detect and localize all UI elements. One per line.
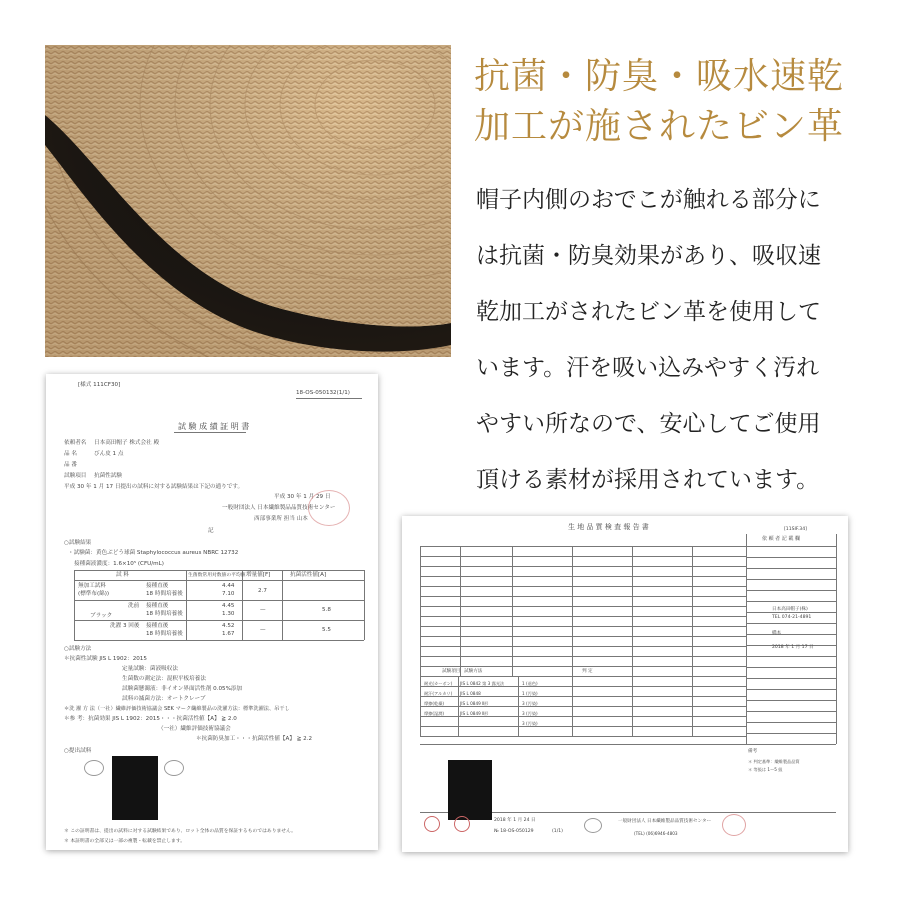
report-title: 生 地 品 質 検 査 報 告 書: [568, 523, 649, 531]
table-cell: 5.8: [322, 607, 331, 613]
client-label: 依頼者名: [64, 440, 87, 446]
grid-line: [746, 634, 836, 635]
office-name: 西部事業所 担当 山本: [254, 516, 308, 522]
grid-line: [746, 711, 836, 712]
grid-line: [420, 636, 746, 637]
footnote: ＊ この証明書は、提出の試料に対する試験結果であり、ロット全体の品質を保証するものではありません。: [64, 829, 296, 834]
antibacterial-test-certificate: [46, 374, 378, 850]
method-line: ＊抗菌性試験 JIS L 1902：2015: [64, 656, 147, 662]
submitted-sample-swatch: [112, 756, 158, 820]
grid-line: [420, 676, 421, 736]
grid-line: [420, 726, 746, 727]
test-method: JIS L 0848: [460, 691, 481, 696]
form-number: [11SIF.34]: [784, 527, 807, 532]
certification-logo: [84, 760, 104, 776]
official-seal: [722, 814, 746, 836]
table-cell: 18 時間培養後: [146, 591, 183, 597]
grid-line: [420, 566, 746, 567]
table-cell: ブラック: [90, 613, 113, 619]
column-header: 抗菌活性値[A]: [290, 572, 327, 578]
table-cell: 5.5: [322, 627, 331, 633]
organization-phone: (TEL) (06)6946-4803: [634, 831, 678, 836]
method-line: （一社）繊維評価技術協議会: [158, 726, 231, 732]
issue-date: 平成 30 年 1 月 29 日: [274, 494, 331, 500]
description-line: 乾加工がされたビン革を使用して: [476, 299, 821, 325]
reference-number: 18-OS-050132(1/1): [296, 390, 350, 396]
grid-line: [420, 616, 746, 617]
method-line: ＊洗 濯 方 法（一社）繊維評価技術協議会 SEK マーク繊維製品の洗濯方法：標準洗濯法、吊干し: [64, 706, 290, 712]
grid-line: [460, 546, 461, 676]
grid-line: [746, 689, 836, 690]
contact-name: 橋本: [772, 631, 782, 636]
headline-line-1: 抗菌・防臭・吸水速乾: [474, 56, 845, 97]
method-line: 生菌数の測定法：混釈平板培養法: [122, 676, 206, 682]
fabric-quality-report: [402, 516, 848, 852]
table-cell: 4.52: [222, 623, 235, 629]
side-panel-title: 依 頼 者 記 載 欄: [762, 536, 800, 542]
inoculum-concentration: 接種菌液濃度：1.6×10⁵ (CFU/mL): [74, 561, 164, 567]
grid-line: [746, 623, 836, 624]
table-cell: 2.7: [258, 588, 267, 594]
client-name: 日本高田帽子 株式会社 殿: [94, 440, 160, 446]
test-bacteria: ・試験菌：黄色ぶどう球菌 Staphylococcus aureus NBRC 12732: [68, 550, 239, 556]
grid-line: [420, 576, 746, 577]
hat-sweatband-photo: [45, 45, 451, 357]
table-cell: 18 時間培養後: [146, 611, 183, 617]
issuing-organization: 一般財団法人 日本繊維製品品質技術センター: [222, 505, 336, 511]
issuing-organization: 一般財団法人 日本繊維製品品質技術センター: [618, 819, 712, 824]
straw-hat-sweatband-photo: [45, 45, 451, 357]
grid-line: [420, 666, 746, 667]
headline: [474, 52, 874, 152]
description-line: は抗菌・防臭効果があり、吸収速: [476, 243, 821, 269]
test-label: 試験項目: [64, 473, 87, 479]
test-result: 3 (汚染): [522, 711, 538, 716]
table-cell: 18 時間培養後: [146, 631, 183, 637]
client-phone: TEL 074-21-4891: [772, 615, 812, 620]
grid-line: [420, 656, 746, 657]
table-cell: 1.67: [222, 631, 235, 637]
item-label: 品 名: [64, 451, 77, 457]
certification-logo: [164, 760, 184, 776]
grid-line: [572, 546, 573, 676]
grid-line: [420, 546, 746, 547]
table-cell: 接種直後: [146, 603, 169, 609]
grid-line: [746, 546, 836, 547]
table-cell: 接種直後: [146, 623, 169, 629]
footnote: ＊ 本証明書の全部又は一部の複製・転載を禁止します。: [64, 839, 186, 844]
grid-line: [746, 568, 836, 569]
grid-line: [420, 596, 746, 597]
description-line: 頂ける素材が採用されています。: [476, 467, 820, 493]
form-number: [様式 111CF30]: [78, 382, 121, 388]
test-result: 3 (汚染): [522, 721, 538, 726]
grid-line: [746, 700, 836, 701]
description-line: やすい所なので、安心してご使用: [476, 411, 821, 437]
table-cell: 接種直後: [146, 583, 169, 589]
results-title: ○試験結果: [64, 540, 92, 546]
table-cell: 無加工試料: [78, 583, 106, 589]
grid-line: [746, 579, 836, 580]
grid-line: [512, 546, 513, 676]
intro-text: 平成 30 年 1 月 17 日提出の試料に対する試験結果は下記の通りです。: [64, 484, 244, 490]
table-cell: 1.30: [222, 611, 235, 617]
grid-line: [420, 626, 746, 627]
grid-line: [746, 590, 836, 591]
test-method: JIS L 0849 Ⅱ形: [460, 701, 489, 706]
headline-line-2: 加工が施されたビン革: [474, 106, 845, 147]
test-item: 耐汗(アルカリ): [424, 691, 453, 696]
method-line: ＊参 考：抗菌効果 JIS L 1902：2015・・・抗菌活性値【A】 ≧ 2.0: [64, 716, 237, 722]
grid-line: [420, 736, 746, 737]
column-header: 試 料: [116, 572, 129, 578]
column-header: 増量値[F]: [246, 572, 271, 578]
table-cell: 洗濯 3 回後: [110, 623, 140, 629]
table-cell: —: [260, 627, 266, 633]
test-result: 1 (退色): [522, 681, 538, 686]
column-header: 生菌数常用対数値の平均値: [188, 573, 246, 578]
test-item: 摩擦(湿潤): [424, 711, 445, 716]
report-date: 2018 年 1 月 24 日: [494, 818, 536, 823]
remarks-title: 備考: [748, 749, 758, 754]
report-number: № 18-OS-050129: [494, 829, 534, 834]
remarks-line: ＊ 等級は 1～5 級: [748, 767, 783, 772]
test-result: 3 (汚染): [522, 701, 538, 706]
certificate-title: 試 験 成 績 証 明 書: [178, 422, 250, 431]
grid-line: [692, 546, 693, 676]
table-cell: 4.45: [222, 603, 235, 609]
table-cell: 7.10: [222, 591, 235, 597]
remarks-line: ＊ 判定基準：繊維製品品質: [748, 759, 800, 764]
method-line: 定量試験：菌液吸収法: [122, 666, 178, 672]
grid-line: [420, 646, 746, 647]
table-cell: 4.44: [222, 583, 235, 589]
grid-line: [420, 586, 746, 587]
test-method: JIS L 0849 Ⅱ形: [460, 711, 489, 716]
inspector-seal: [454, 816, 470, 832]
sample-title: ○提出試料: [64, 748, 92, 754]
grid-line: [572, 676, 573, 736]
column-header: 判 定: [582, 669, 593, 674]
grid-line: [458, 676, 459, 736]
official-seal: [308, 490, 350, 526]
column-header: 試験項目: [442, 669, 461, 674]
inspector-seal: [424, 816, 440, 832]
table-cell: (標準布(綿)): [78, 591, 110, 597]
table-cell: —: [260, 607, 266, 613]
grid-line: [420, 676, 746, 677]
page-number: (1/1): [552, 829, 563, 834]
method-title: ○試験方法: [64, 646, 92, 652]
test-name: 抗菌性試験: [94, 473, 122, 479]
description: [476, 172, 876, 508]
grid-line: [420, 744, 836, 745]
grid-line: [746, 733, 836, 734]
item-name: びん皮 1 点: [94, 451, 124, 457]
grid-line: [746, 601, 836, 602]
submitted-sample-swatch: [448, 760, 492, 820]
method-line: ＊抗菌防臭加工・・・抗菌活性値【A】 ≧ 2.2: [196, 736, 313, 742]
table-cell: 洗前: [128, 603, 140, 609]
certification-logo: [584, 818, 602, 833]
grid-line: [632, 676, 633, 736]
code-label: 品 番: [64, 462, 77, 468]
method-line: 試料の滅菌方法：オートクレーブ: [122, 696, 206, 702]
grid-line: [746, 678, 836, 679]
grid-line: [420, 556, 746, 557]
grid-line: [746, 656, 836, 657]
grid-line: [420, 606, 746, 607]
column-header: 試験方法: [464, 669, 483, 674]
grid-line: [746, 722, 836, 723]
grid-line: [632, 546, 633, 676]
record-heading: 記: [208, 528, 214, 534]
description-line: 帽子内側のおでこが触れる部分に: [476, 187, 821, 213]
grid-line: [746, 557, 836, 558]
test-item: 耐光(カーボン): [424, 681, 453, 686]
method-line: 試験菌懸濁液：非イオン界面活性剤 0.05%添加: [122, 686, 243, 692]
test-result: 1 (汚染): [522, 691, 538, 696]
grid-line: [518, 676, 519, 736]
test-method: JIS L 0842 第 3 露光法: [460, 681, 505, 686]
client-name: 日本高田帽子(株): [772, 607, 808, 612]
grid-line: [692, 676, 693, 736]
grid-line: [746, 667, 836, 668]
request-date: 2018 年 1 月 17 日: [772, 645, 814, 650]
test-item: 摩擦(乾燥): [424, 701, 445, 706]
grid-line: [420, 546, 421, 676]
description-line: います。汗を吸い込みやすく汚れ: [476, 355, 820, 381]
